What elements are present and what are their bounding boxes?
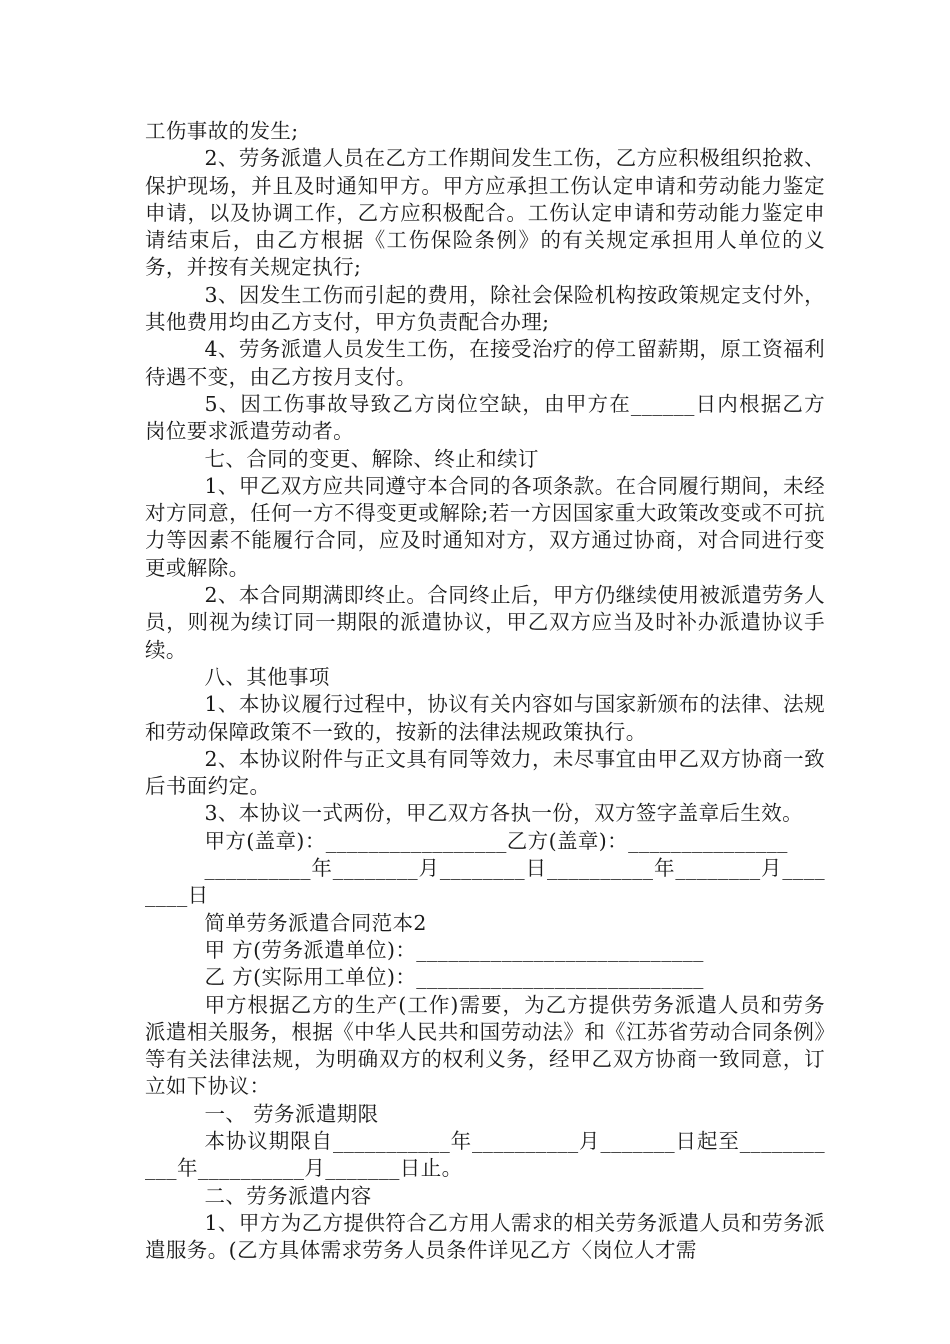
paragraph-7: 1、甲乙双方应共同遵守本合同的各项条款。在合同履行期间，未经对方同意，任何一方不得变更或解除;若一方因国家重大政策改变或不可抗力等因素不能履行合同，应及时通知对方，双方通过协商，对合同进行变更或解除。 — [145, 473, 825, 580]
party-a-line: 甲 方(劳务派遣单位)：___________________________ — [204, 937, 704, 962]
service-paragraph: 1、甲方为乙方提供符合乙方用人需求的相关劳务派遣人员和劳务派遣服务。(乙方具体需求劳务人员条件详见乙方〈岗位人才需 — [145, 1210, 825, 1263]
section-heading-7: 七、合同的变更、解除、终止和续订 — [204, 446, 539, 471]
term-paragraph: 本协议期限自___________年__________月_______日起至___________年__________月_______日止。 — [145, 1128, 825, 1181]
paragraph-12: 3、本协议一式两份，甲乙双方各执一份，双方签字盖章后生效。 — [204, 801, 804, 826]
section-heading-1: 一、 劳务派遣期限 — [204, 1101, 379, 1126]
paragraph-2: 2、劳务派遣人员在乙方工作期间发生工伤，乙方应积极组织抢救、保护现场，并且及时通知甲方。甲方应承担工伤认定申请和劳动能力鉴定申请，以及协调工作，乙方应积极配合。工伤认定申请和劳动能力鉴定申请结束后，由乙方根据《工伤保险条例》的有关规定承担用人单位的义务，并按有关规定执行; — [145, 146, 825, 280]
paragraph-8: 2、本合同期满即终止。合同终止后，甲方仍继续使用被派遣劳务人员，则视为续订同一期限的派遣协议，甲乙双方应当及时补办派遣协议手续。 — [145, 583, 825, 662]
document-body — [145, 118, 825, 1264]
date-line: __________年________月________日__________年________月________日 — [145, 856, 825, 908]
paragraph-10: 1、本协议履行过程中，协议有关内容如与国家新颁布的法律、法规和劳动保障政策不一致的，按新的法律法规政策执行。 — [145, 692, 825, 744]
paragraph-3: 3、因发生工伤而引起的费用，除社会保险机构按政策规定支付外，其他费用均由乙方支付，甲方负责配合办理; — [145, 282, 825, 335]
paragraph-1: 工伤事故的发生; — [145, 119, 299, 143]
contract-title-2: 简单劳务派遣合同范本2 — [204, 910, 427, 935]
paragraph-11: 2、本协议附件与正文具有同等效力，未尽事宜由甲乙双方协商一致后书面约定。 — [145, 746, 825, 799]
paragraph-4: 4、劳务派遣人员发生工伤，在接受治疗的停工留薪期，原工资福利待遇不变，由乙方按月支付。 — [145, 337, 825, 389]
signature-line: 甲方(盖章)：_________________乙方(盖章)：_______________ — [204, 828, 788, 853]
section-heading-8: 八、其他事项 — [204, 664, 330, 689]
section-heading-2: 二、劳务派遣内容 — [204, 1183, 372, 1208]
party-b-line: 乙 方(实际用工单位)：___________________________ — [204, 965, 704, 990]
paragraph-5: 5、因工伤事故导致乙方岗位空缺，由甲方在______日内根据乙方岗位要求派遣劳动者。 — [145, 391, 825, 444]
preamble-paragraph: 甲方根据乙方的生产(工作)需要，为乙方提供劳务派遣人员和劳务派遣相关服务，根据《中华人民共和国劳动法》和《江苏省劳动合同条例》等有关法律法规，为明确双方的权利义务，经甲乙双方协商一致同意，订立如下协议： — [145, 992, 825, 1099]
